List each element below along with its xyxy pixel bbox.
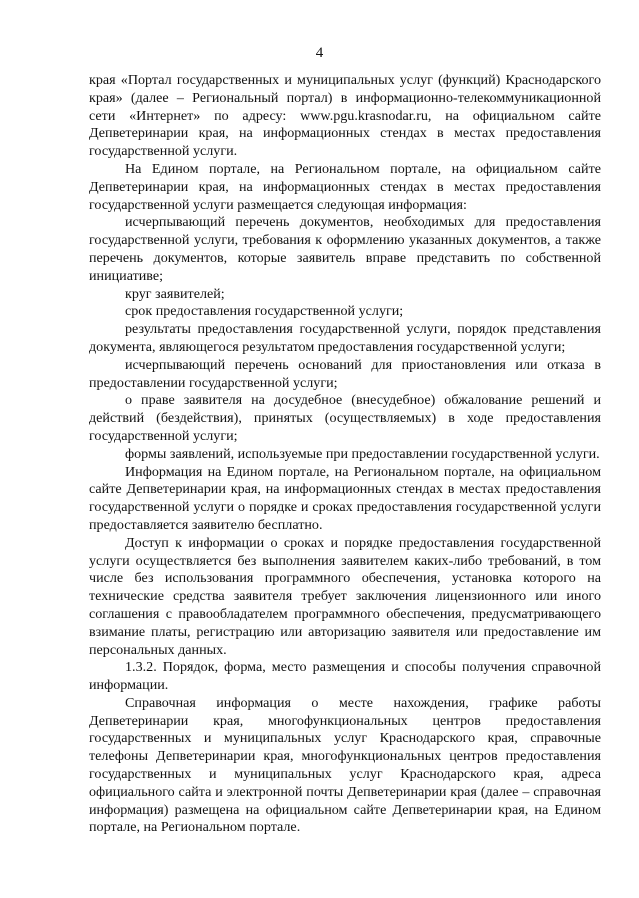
document-body xyxy=(89,72,601,837)
list-item-applicants: круг заявителей; xyxy=(125,285,225,302)
paragraph-reference-info: Справочная информация о месте нахождения, графике работы Депветеринарии края, многофункциональных центров предоставления государственных и муниципальных услуг Краснодарского края, справочные телефоны Депветеринарии края, многофункциональных центров предоставления государственных и муниципальных услуг Краснодарского края, адреса официального сайта и электронной почты Депветеринарии края (далее – справочная информация) размещена на официальном сайте Депветеринарии края, на Едином портале, на Региональном портале. xyxy=(89,694,601,836)
paragraph-free-of-charge: Информация на Едином портале, на Региональном портале, на официальном сайте Депветеринарии края, на информационных стендах в местах предоставления государственной услуги о порядке и сроках предоставления государственной услуги предоставляется заявителю бесплатно. xyxy=(89,463,601,533)
paragraph-info-placement: На Едином портале, на Региональном портале, на официальном сайте Депветеринарии края, на информационных стендах в местах предоставления государственной услуги размещается следующая информация: xyxy=(89,160,601,213)
paragraph-access-conditions: Доступ к информации о сроках и порядке предоставления государственной услуги осуществляется без выполнения заявителем каких-либо требований, в том числе без использования программного обеспечения, установка которого на технические средства заявителя требует заключения лицензионного или иного соглашения с правообладателем программного обеспечения, предусматривающего взимание платы, регистрацию или авторизацию заявителя или предоставление им персональных данных. xyxy=(89,534,601,658)
page-number: 4 xyxy=(315,45,324,61)
list-item-results: результаты предоставления государственной услуги, порядок представления документа, являющегося результатом предоставления государственной услуги; xyxy=(89,321,601,355)
list-item-refusal-grounds: исчерпывающий перечень оснований для приостановления или отказа в предоставлении государственной услуги; xyxy=(89,356,601,391)
list-item-term: срок предоставления государственной услуги; xyxy=(125,303,404,320)
list-item-application-forms: формы заявлений, используемые при предоставлении государственной услуги. xyxy=(125,445,600,462)
paragraph-portal-continuation: края «Портал государственных и муниципальных услуг (функций) Краснодарского края» (далее – Региональный портал) в информационно-телекоммуникационной сети «Интернет» по адресу: www.pgu.krasnodar.ru, на официальном сайте Депветеринарии края, на информационных стендах в местах предоставления государственной услуги. xyxy=(89,72,601,160)
list-item-documents: исчерпывающий перечень документов, необходимых для предоставления государственной услуги, требования к оформлению указанных документов, а также перечень документов, которые заявитель вправе представить по собственной инициативе; xyxy=(89,214,601,284)
section-heading-1-3-2: 1.3.2. Порядок, форма, место размещения и способы получения справочной информации. xyxy=(89,659,601,694)
list-item-appeal-right: о праве заявителя на досудебное (внесудебное) обжалование решений и действий (бездействия), принятых (осуществляемых) в ходе предоставления государственной услуги; xyxy=(89,392,601,444)
